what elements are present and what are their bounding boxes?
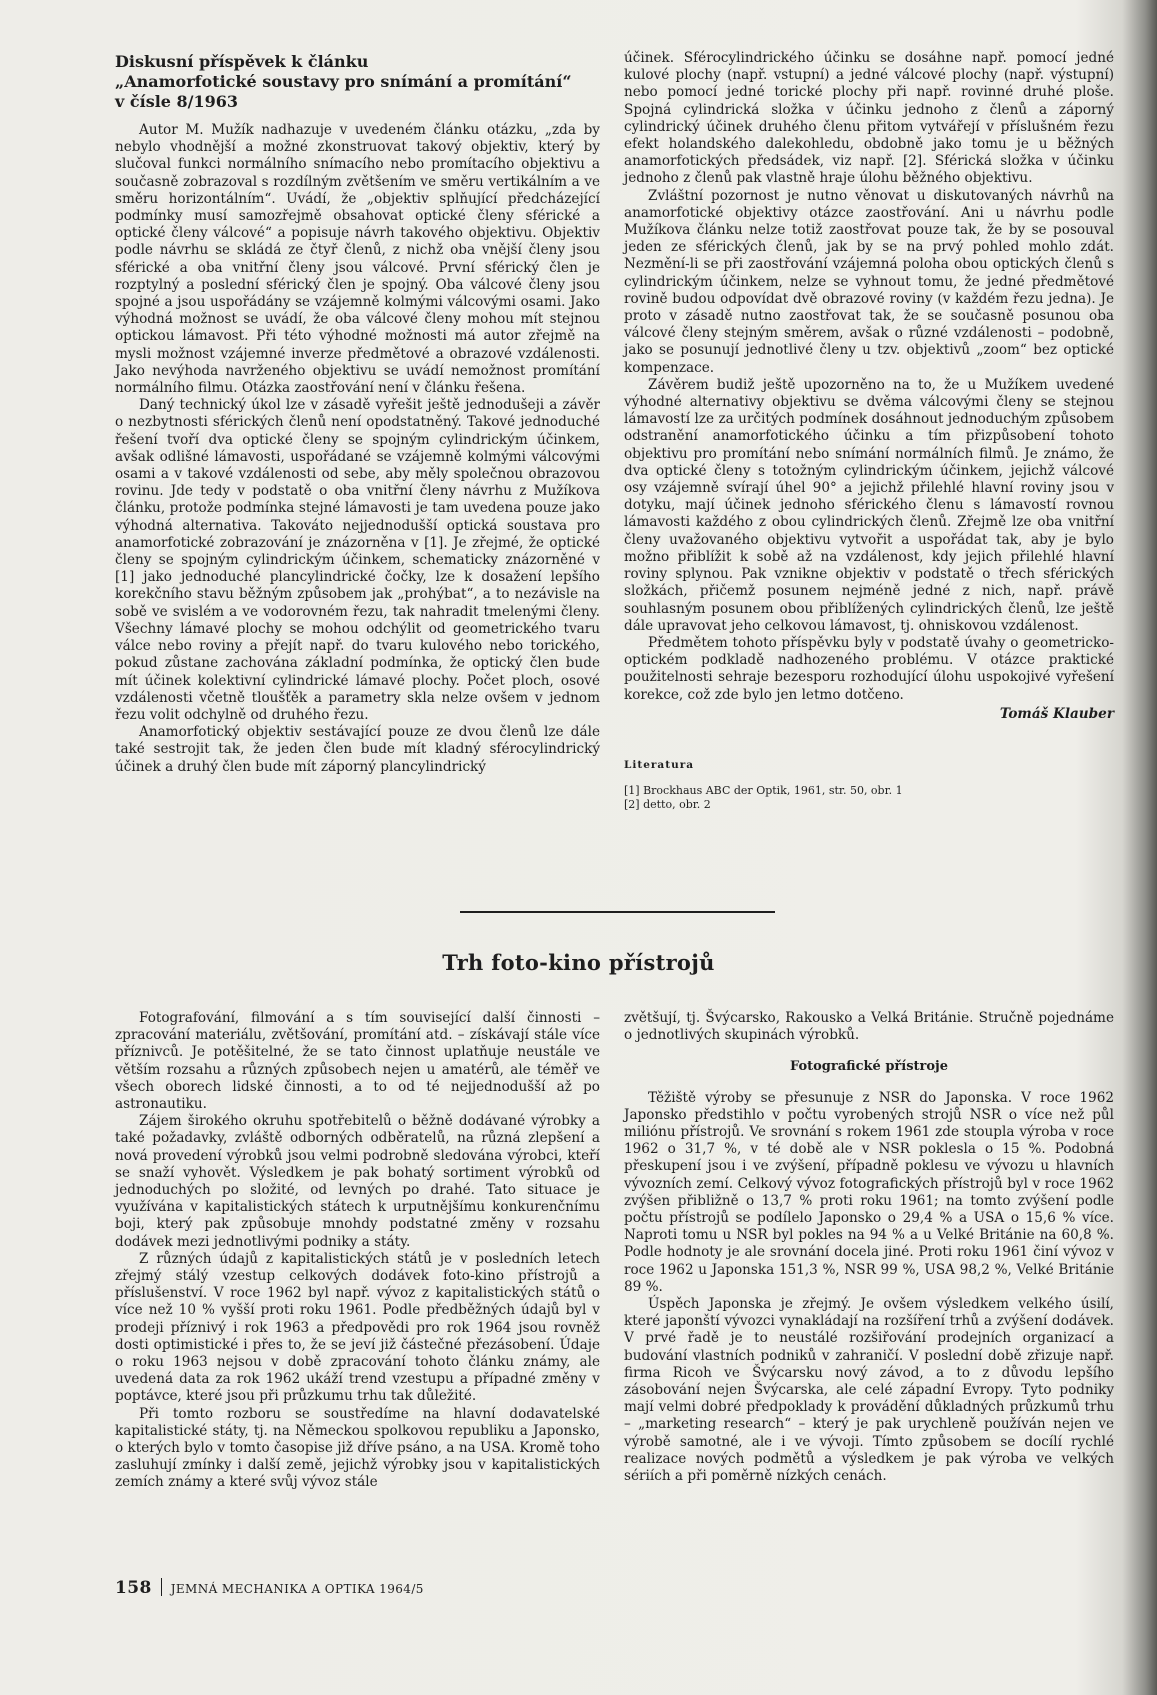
article1-author: Tomáš Klauber xyxy=(999,705,1114,722)
article1-paragraph: Závěrem budiž ještě upozorněno na to, že u Mužíkem uvedené výhodné alternativy objektivu se dvěma válcovými členy se stejnou lámavostí lze za určitých podmínek dosáhnout jednoduchým způsobem odstranění anamorfotického účinku a tím přizpůsobení tohoto objektivu pro promítání nebo snímání normálních filmů. Je známo, že dva optické členy s totožným cylindrickým účinkem, jejichž válcové osy vzájemně svírají úhel 90° a jejichž přilehlé hlavní roviny jsou v dotyku, mají účinek jednoho sférického členu s lámavostí rovnou lámavosti každého z obou cylindrických členů. Zřejmě lze oba vnitřní členy uvažovaného objektivu vytvořit a uspořádat tak, aby je bylo možno přiblížit k sobě až na vzdálenost, kdy jejich přilehlé hlavní roviny splynou. Pak vznikne objektiv v podstatě o třech sférických složkách, přičemž posunem nejméně jedné z nich, např. právě souhlasným posunem obou přiblížených cylindrických členů, lze ještě dále upravovat jeho celkovou lámavost, tj. ohniskovou vzdálenost. xyxy=(624,376,1114,634)
literature-item: [2] detto, obr. 2 xyxy=(624,798,711,812)
article1-left-column xyxy=(115,52,600,776)
literature-heading: Literatura xyxy=(624,758,695,771)
section-divider xyxy=(460,911,775,913)
article2-paragraph: Těžiště výroby se přesunuje z NSR do Japonska. V roce 1962 Japonsko předstihlo v počtu vyrobených strojů NSR o více než půl miliónu přístrojů. Ve srovnání s rokem 1961 zde stoupla výroba v roce 1962 o 31,7 %, v té době ale v NSR poklesla o 15 %. Podobná přeskupení jsou i ve zvýšení, případně poklesu ve vývozu u hlavních vývozních zemí. Celkový vývoz fotografických přístrojů byl v roce 1962 zvýšen přibližně o 13,7 % proti roku 1961; na tomto zvýšení podle počtu přístrojů se podílelo Japonsko o 29,4 % a USA o 15,6 % více. Naproti tomu u NSR byl pokles na 94 % a u Velké Británie na 60,8 %. Podle hodnoty je ale srovnání docela jiné. Proti roku 1961 činí vývoz v roce 1962 u Japonska 151,3 %, NSR 99 %, USA 98,2 %, Velké Británie 89 %. xyxy=(624,1089,1114,1295)
article1-title xyxy=(115,52,600,112)
article1-right-column xyxy=(624,50,1114,812)
article2-paragraph: zvětšují, tj. Švýcarsko, Rakousko a Velká Británie. Stručně pojednáme o jednotlivých skupinách výrobků. xyxy=(624,1010,1114,1044)
literature-item: [1] Brockhaus ABC der Optik, 1961, str. 50, obr. 1 xyxy=(624,784,903,798)
journal-name: JEMNÁ MECHANIKA A OPTIKA 1964/5 xyxy=(170,1582,424,1596)
article2-left-column xyxy=(115,1010,600,1492)
footer-separator xyxy=(161,1578,162,1596)
article2-subheading: Fotografické přístroje xyxy=(789,1059,949,1075)
article1-paragraph: Autor M. Mužík nadhazuje v uvedeném článku otázku, „zda by nebylo vhodnější a možné zkonstruovat takový objektiv, který by slučoval funkci normálního snímacího nebo promítacího objektivu a současně zobrazoval s rozdílným zvětšením ve směru vertikálním a ve směru horizontálním“. Uvádí, že „objektiv splňující předcházející podmínky musí samozřejmě obsahovat optické členy sférické a optické členy válcové“ a popisuje návrh takového objektivu. Objektiv podle návrhu se skládá ze čtyř členů, z nichž oba vnější členy jsou sférické a oba vnitřní členy jsou válcové. První sférický člen je rozptylný a poslední sférický člen je spojný. Oba válcové členy jsou spojné a jsou uspořádány se vzájemně kolmými válcovými osami. Jako výhodná možnost se uvádí, že oba válcové členy mohou mít stejnou optickou lámavost. Při této výhodné možnosti má autor zřejmě na mysli možnost vzájemné inverze předmětové a obrazové vzdálenosti. Jako nevýhoda navrženého objektivu se uvádí nemožnost promítání normálního filmu. Otázka zaostřování není v článku řešena. xyxy=(115,122,600,397)
article1-title-line: „Anamorfotické soustavy pro snímání a promítání“ xyxy=(115,72,572,91)
page-footer xyxy=(115,1578,424,1598)
article1-paragraph: Anamorfotický objektiv sestávající pouze ze dvou členů lze dále také sestrojit tak, že jeden člen bude mít kladný sférocylindrický účinek a druhý člen bude mít záporný plancylindrický xyxy=(115,724,600,775)
article2-right-column xyxy=(624,1010,1114,1485)
article1-title-line: v čísle 8/1963 xyxy=(115,92,239,111)
article1-paragraph: Zvláštní pozornost je nutno věnovat u diskutovaných návrhů na anamorfotické objektivy otázce zaostřování. Ani u návrhu podle Mužíkova článku nelze totiž zaostřovat pouze tak, že by se posouval jeden ze sférických členů, jak by se na prvý pohled mohlo zdát. Nezmění-li se při zaostřování vzájemná poloha obou optických členů s cylindrickým účinkem, nelze se vyhnout tomu, že jedné předmětové rovině budou odpovídat dvě obrazové roviny (v každém řezu jedna). Je proto v zásadě nutno zaostřovat tak, že se současně posunou oba válcové členy stejným směrem, avšak o různé vzdálenosti – podobně, jako se posunují jednotlivé členy u tzv. objektivů „zoom“ bez optické kompenzace. xyxy=(624,187,1114,376)
article1-title-line: Diskusní příspěvek k článku xyxy=(115,52,369,71)
article1-paragraph: účinek. Sférocylindrického účinku se dosáhne např. pomocí jedné kulové plochy (např. vstupní) a jedné válcové plochy (např. výstupní) nebo pomocí jedné torické plochy při např. rovinné druhé ploše. Spojná cylindrická složka v účinku jednoho z členů a záporný cylindrický účinek druhého členu přitom vytvářejí v příslušném řezu efekt holandského dalekohledu, obdobně jako tomu je u běžných anamorfotických předsádek, viz např. [2]. Sférická složka v účinku jednoho z členů pak vlastně hraje úlohu běžného objektivu. xyxy=(624,50,1114,187)
article1-paragraph: Daný technický úkol lze v zásadě vyřešit ještě jednodušeji a závěr o nezbytnosti sférických členů není opodstatněný. Takové jednoduché řešení tvoří dva optické členy se spojným cylindrickým účinkem, avšak odlišné lámavosti, uspořádané se vzájemně kolmými válcovými osami a v takové vzdálenosti od sebe, aby měly společnou obrazovou rovinu. Jde tedy v podstatě o oba vnitřní členy návrhu z Mužíkova článku, protože podmínka stejné lámavosti je tam uvedena pouze jako výhodná alternativa. Takováto nejjednodušší optická soustava pro anamorfotické zobrazování je znázorněna v [1]. Je zřejmé, že optické členy se spojným cylindrickým účinkem, schematicky znázorněné v [1] jako jednoduché plancylindrické čočky, lze k dosažení lepšího korekčního stavu běžným způsobem jak „prohýbat“, a to nezávisle na sobě ve svislém a ve vodorovném řezu, tak nahradit tmelenými členy. Všechny lámavé plochy se mohou odchýlit od geometrického tvaru válce nebo roviny a přejít např. do tvaru kulového nebo torického, pokud zůstane zachována základní podmínka, že optický člen bude mít účinek kolektivní cylindrické lámavé plochy. Počet ploch, osové vzdálenosti včetně tloušťěk a parametry skla nelze ovšem v jednom řezu volit odchylně od druhého řezu. xyxy=(115,397,600,723)
article2-paragraph: Při tomto rozboru se soustředíme na hlavní dodavatelské kapitalistické státy, tj. na Německou spolkovou republiku a Japonsko, o kterých bylo v tomto časopise již dříve psáno, a na USA. Kromě toho zasluhují zmínky i další země, jejichž výrobky jsou v kapitalistických zemích známy a které svůj vývoz stále xyxy=(115,1405,600,1491)
article2-title: Trh foto-kino přístrojů xyxy=(442,950,715,975)
article1-paragraph: Předmětem tohoto příspěvku byly v podstatě úvahy o geometricko-optickém podkladě nadhozeného problému. V otázce praktické použitelnosti sehraje bezesporu rozhodující úlohu uspokojivé vyřešení korekce, což zde bylo jen letmo dotčeno. xyxy=(624,634,1114,703)
article2-paragraph: Úspěch Japonska je zřejmý. Je ovšem výsledkem velkého úsilí, které japonští vývozci vynakládají na rozšíření trhů a zvýšení dodávek. V prvé řadě je to neustálé rozšiřování prodejních organizací a budování vlastních podniků v zahraničí. V poslední době zřizuje např. firma Ricoh ve Švýcarsku nový závod, a to z důvodu lepšího zásobování nejen Švýcarska, ale celé západní Evropy. Tyto podniky mají velmi dobré předpoklady k provádění důkladných průzkumů trhu – „marketing research“ – který je pak urychleně používán nejen ve výrobě samotné, ale i ve vývoji. Tímto způsobem se docílí rychlé realizace nových podmětů a výsledkem je pak výroba ve velkých sériích a při poměrně nízkých cenách. xyxy=(624,1296,1114,1485)
page-number: 158 xyxy=(115,1578,152,1598)
article2-paragraph: Z různých údajů z kapitalistických států je v posledních letech zřejmý stálý vzestup celkových dodávek foto-kino přístrojů a příslušenství. V roce 1962 byl např. vývoz z kapitalistických států o více než 10 % vyšší proti roku 1961. Podle předběžných údajů byl v prodeji příznivý i rok 1963 a předpovědi pro rok 1964 jsou rovněž dosti optimistické i přes to, že se jeví již částečné přezásobení. Údaje o roku 1963 nejsou v době zpracování tohoto článku známy, ale uvedená data za rok 1962 ukáží trend vzestupu a případné změny v poptávce, které jsou při průzkumu trhu tak důležité. xyxy=(115,1250,600,1405)
article2-paragraph: Zájem širokého okruhu spotřebitelů o běžně dodávané výrobky a také požadavky, zvláště odborných odběratelů, na různá zlepšení a nová provedení výrobků jsou velmi podrobně sledována výrobci, kteří se snaží vyhovět. Výsledkem je pak bohatý sortiment výrobků od jednoduchých po složité, od levných po drahé. Tato situace je využívána v kapitalistických státech k urputnějšímu konkurenčnímu boji, který pak způsobuje mnohdy podstatné změny v rozsahu dodávek mezi jednotlivými podniky a státy. xyxy=(115,1113,600,1250)
article2-paragraph: Fotografování, filmování a s tím související další činnosti – zpracování materiálu, zvětšování, promítání atd. – získávají stále více příznivců. Je potěšitelné, že se tato činnost uplatňuje neustále ve větším rozsahu a různých způsobech nejen u amatérů, ale téměř ve všech oborech lidské činnosti, a to od té nejjednodušší až po astronautiku. xyxy=(115,1010,600,1113)
